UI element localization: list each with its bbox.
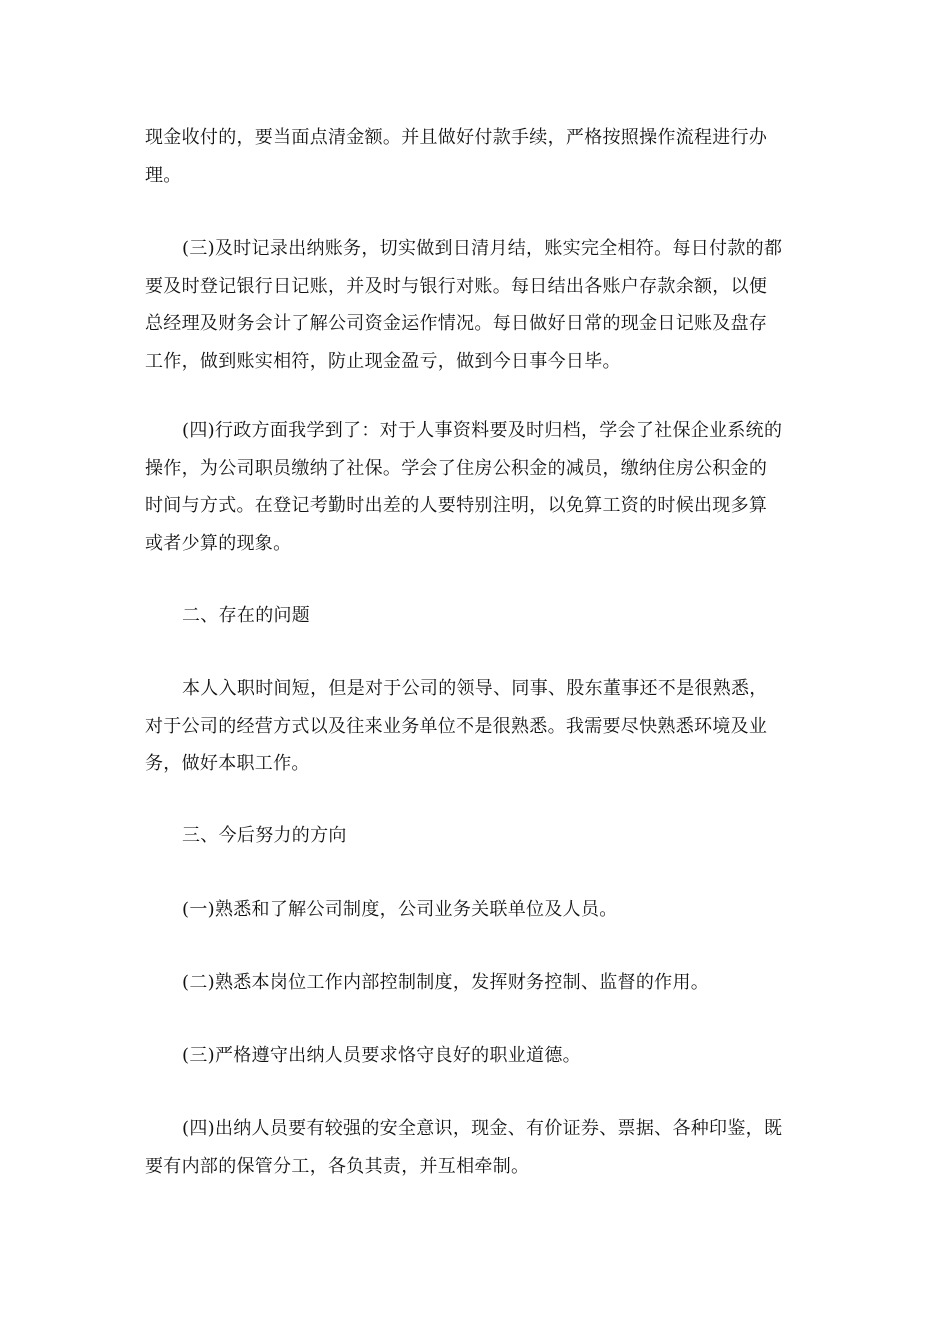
section-heading-problems xyxy=(145,597,805,635)
text-line: 或者少算的现象。 xyxy=(145,532,292,554)
text-line: 对于公司的经营方式以及往来业务单位不是很熟悉。我需要尽快熟悉环境及业 xyxy=(145,715,768,737)
paragraph-direction-2 xyxy=(145,964,805,1002)
paragraph-direction-1 xyxy=(145,891,805,929)
paragraph-cash-payment xyxy=(145,119,805,194)
heading-text: 二、存在的问题 xyxy=(182,605,311,626)
text-line: 要有内部的保管分工，各负其责，并互相牵制。 xyxy=(145,1155,530,1177)
paragraph-cashier-accounts xyxy=(145,230,805,380)
text-line: 工作，做到账实相符，防止现金盈亏，做到今日事今日毕。 xyxy=(145,350,621,372)
paragraph-direction-3 xyxy=(145,1037,805,1075)
text-line: (二)熟悉本岗位工作内部控制制度，发挥财务控制、监督的作用。 xyxy=(182,972,710,993)
text-line: (四)出纳人员要有较强的安全意识，现金、有价证券、票据、各种印鉴，既 xyxy=(182,1118,783,1139)
text-line: 务，做好本职工作。 xyxy=(145,753,310,774)
paragraph-problems xyxy=(145,670,805,783)
paragraph-direction-4 xyxy=(145,1110,805,1185)
text-line: 本人入职时间短，但是对于公司的领导、同事、股东董事还不是很熟悉， xyxy=(182,678,768,699)
section-heading-future-direction xyxy=(145,817,805,855)
heading-text: 三、今后努力的方向 xyxy=(182,825,347,846)
text-line: (三)及时记录出纳账务，切实做到日清月结，账实完全相符。每日付款的都 xyxy=(182,238,783,259)
text-line: 总经理及财务会计了解公司资金运作情况。每日做好日常的现金日记账及盘存 xyxy=(145,313,768,334)
text-line: (一)熟悉和了解公司制度，公司业务关联单位及人员。 xyxy=(182,899,618,920)
text-line: 现金收付的，要当面点清金额。并且做好付款手续，严格按照操作流程进行办 xyxy=(145,127,768,148)
text-line: 理。 xyxy=(145,164,182,186)
text-line: 操作，为公司职员缴纳了社保。学会了住房公积金的减员，缴纳住房公积金的 xyxy=(145,457,768,479)
text-line: (四)行政方面我学到了：对于人事资料要及时归档，学会了社保企业系统的 xyxy=(182,420,783,441)
text-line: 要及时登记银行日记账，并及时与银行对账。每日结出各账户存款余额，以便 xyxy=(145,275,768,297)
text-line: 时间与方式。在登记考勤时出差的人要特别注明，以免算工资的时候出现多算 xyxy=(145,495,768,516)
text-line: (三)严格遵守出纳人员要求恪守良好的职业道德。 xyxy=(182,1045,581,1066)
paragraph-administration xyxy=(145,412,805,562)
